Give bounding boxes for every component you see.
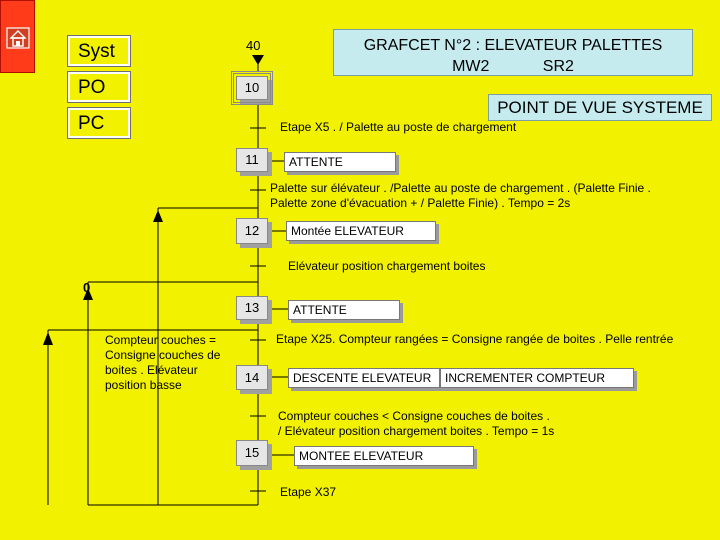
loop-condition-line4: position basse bbox=[105, 378, 182, 392]
loop-condition-line1: Compteur couches = bbox=[105, 333, 217, 347]
action-step11: ATTENTE bbox=[284, 152, 396, 172]
action-step15: MONTEE ELEVATEUR bbox=[294, 446, 474, 466]
transition-14-condition-line1: Compteur couches < Consigne couches de boites . bbox=[278, 409, 550, 423]
action-step13: ATTENTE bbox=[288, 300, 400, 320]
entry-step-label: 40 bbox=[246, 38, 261, 53]
transition-12-condition: Elévateur position chargement boites bbox=[288, 259, 486, 273]
transition-14-condition-line2: / Elévateur position chargement boites . Tempo = 1s bbox=[278, 424, 555, 438]
nav-pc-button[interactable]: PC bbox=[68, 108, 130, 138]
home-icon bbox=[6, 27, 30, 49]
transition-11-condition-line1: Palette sur élévateur . /Palette au poste de chargement . (Palette Finie . bbox=[270, 181, 651, 195]
home-button[interactable] bbox=[0, 0, 35, 73]
transition-13-condition: Etape X25. Compteur rangées = Consigne rangée de boites . Pelle rentrée bbox=[276, 332, 674, 346]
step-10[interactable]: 10 bbox=[236, 76, 268, 100]
page-title bbox=[333, 29, 693, 76]
title-line2: MW2 SR2 bbox=[452, 58, 574, 75]
action-step14-descente: DESCENTE ELEVATEUR bbox=[288, 368, 440, 388]
loop-condition-line3: boites . Elévateur bbox=[105, 363, 198, 377]
nav-po-button[interactable]: PO bbox=[68, 72, 130, 102]
step-12[interactable]: 12 bbox=[236, 218, 268, 244]
transition-15-condition: Etape X37 bbox=[280, 485, 337, 499]
step-15[interactable]: 15 bbox=[236, 440, 268, 466]
action-step14-incrementer: INCREMENTER COMPTEUR bbox=[440, 368, 634, 388]
step-11[interactable]: 11 bbox=[236, 148, 268, 172]
loop-condition bbox=[105, 333, 220, 393]
title-line1: GRAFCET N°2 : ELEVATEUR PALETTES bbox=[363, 37, 663, 54]
action-step12: Montée ELEVATEUR bbox=[286, 221, 436, 241]
loop-label: 0 bbox=[83, 280, 91, 295]
transition-11-condition-line2: Palette zone d'évacuation + / Palette Finie) . Tempo = 2s bbox=[270, 196, 571, 210]
nav-syst-button[interactable]: Syst bbox=[68, 36, 130, 66]
loop-condition-line2: Consigne couches de bbox=[105, 348, 221, 362]
step-14[interactable]: 14 bbox=[236, 365, 268, 390]
transition-10-condition: Etape X5 . / Palette au poste de chargement bbox=[280, 120, 517, 134]
point-of-view-banner: POINT DE VUE SYSTEME bbox=[488, 94, 712, 121]
step-13[interactable]: 13 bbox=[236, 296, 268, 320]
